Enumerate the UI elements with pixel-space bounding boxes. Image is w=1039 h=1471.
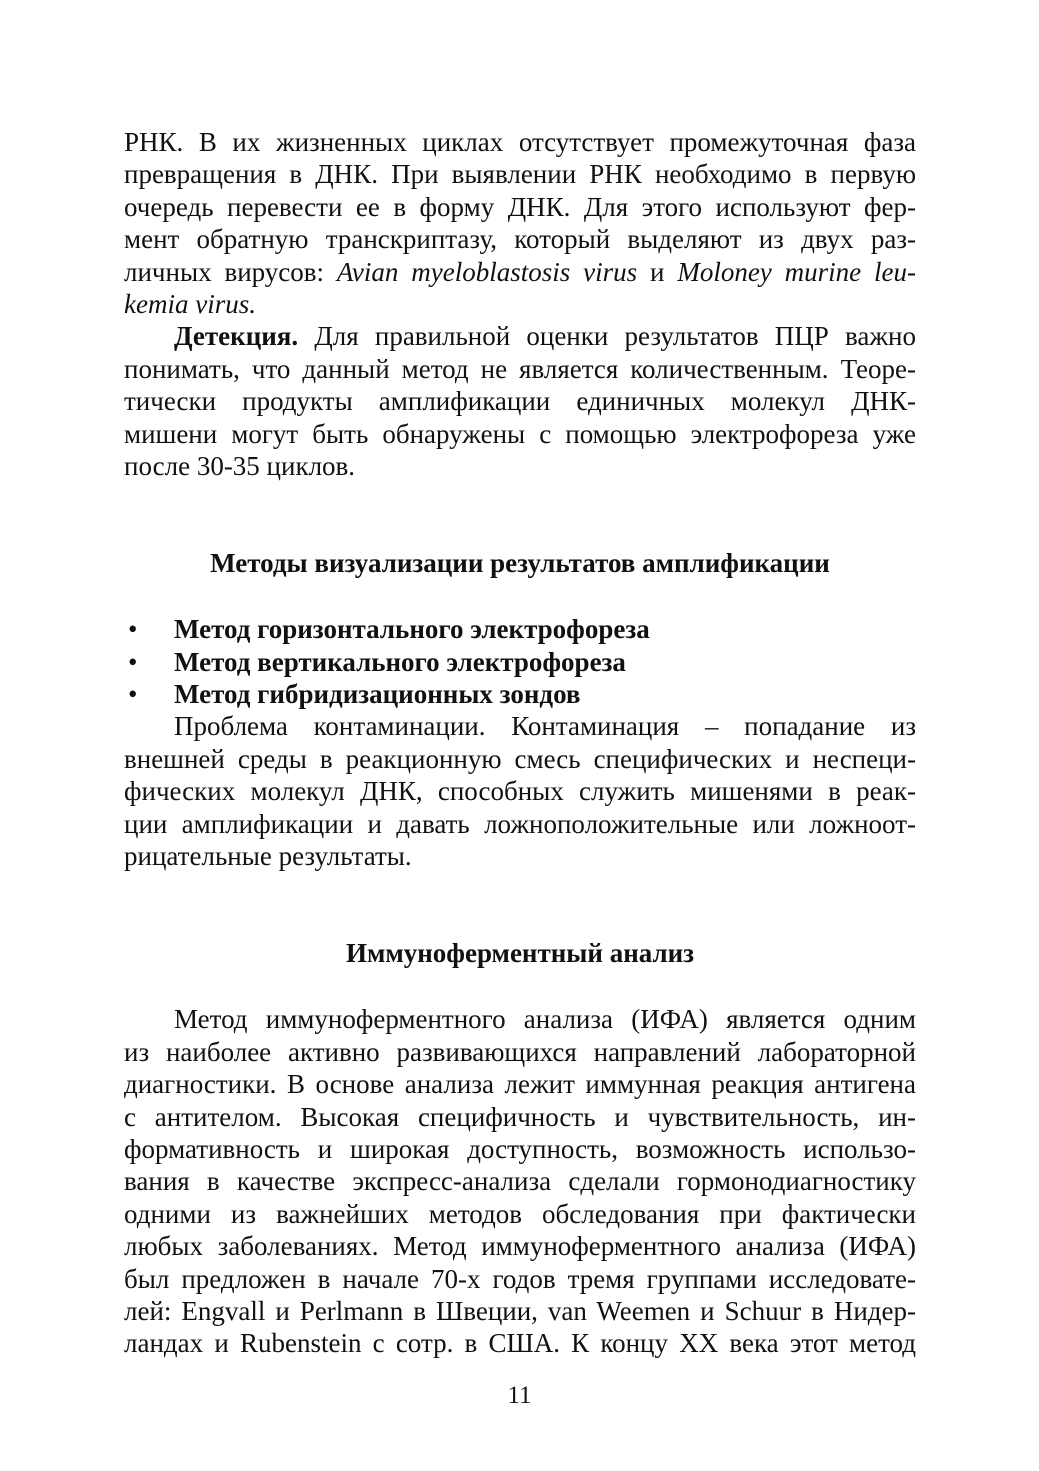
text-line: из наиболее активно развивающихся направлений лабораторной	[124, 1036, 916, 1067]
virus-name-italic: Moloney murine leu-	[677, 256, 916, 287]
text-line: Проблема контаминации. Контаминация – попадание из	[174, 711, 916, 742]
bullet-list	[124, 613, 916, 710]
bullet-icon: •	[128, 679, 138, 710]
bullet-icon: •	[128, 614, 138, 645]
text-line: мишени могут быть обнаружены с помощью электрофореза уже	[124, 418, 916, 449]
paragraph-rna	[124, 126, 916, 320]
text-span: личных вирусов:	[124, 256, 337, 287]
list-item	[124, 646, 916, 678]
text-line	[124, 256, 916, 288]
text-line: после 30-35 циклов.	[124, 450, 356, 481]
bold-lead-term: Детекция.	[174, 321, 299, 352]
text-line: рицательные результаты.	[124, 841, 412, 872]
text-line: любых заболеваниях. Метод иммуноферментного анализа (ИФА)	[124, 1231, 916, 1262]
section-heading-elisa: Иммуноферментный анализ	[345, 938, 695, 969]
text-line: очередь перевести ее в форму ДНК. Для этого используют фер-	[124, 191, 916, 222]
text-line: понимать, что данный метод не является количественным. Теоре-	[124, 353, 916, 384]
text-line: превращения в ДНК. При выявлении РНК необходимо в первую	[124, 159, 916, 190]
text-line: фических молекул ДНК, способных служить мишенями в реак-	[124, 776, 916, 807]
text-line	[124, 320, 916, 352]
text-span: и	[637, 256, 678, 287]
text-line: диагностики. В основе анализа лежит иммунная реакция антигена	[124, 1069, 916, 1100]
paragraph-detection	[124, 320, 916, 482]
text-line: Метод иммуноферментного анализа (ИФА) является одним	[174, 1004, 916, 1035]
bullet-icon: •	[128, 646, 138, 677]
list-item-label: Метод горизонтального электрофореза	[174, 614, 650, 645]
list-item-label: Метод вертикального электрофореза	[174, 646, 626, 677]
text-line: лей: Engvall и Perlmann в Швеции, van Weemen и Schuur в Нидер-	[124, 1295, 916, 1326]
text-line: kemia virus.	[124, 288, 256, 319]
text-line: одними из важнейших методов обследования при фактически	[124, 1198, 916, 1229]
text-line: мент обратную транскриптазу, который выделяют из двух раз-	[124, 224, 916, 255]
text-line: был предложен в начале 70-х годов тремя группами исследовате-	[124, 1263, 916, 1294]
text-line: ции амплификации и давать ложноположительные или ложноот-	[124, 808, 916, 839]
text-line: внешней среды в реакционную смесь специфических и неспеци-	[124, 743, 916, 774]
text-span: Для правильной оценки результатов ПЦР важно	[298, 321, 916, 352]
virus-name-italic: Avian myeloblastosis virus	[336, 256, 638, 287]
page-body	[124, 126, 916, 1360]
text-line: РНК. В их жизненных циклах отсутствует промежуточная фаза	[124, 127, 916, 157]
text-line: вания в качестве экспресс-анализа сделали гормонодиагностику	[124, 1166, 916, 1197]
list-item-label: Метод гибридизационных зондов	[174, 679, 581, 710]
text-line: с антителом. Высокая специфичность и чувствительность, ин-	[124, 1101, 916, 1132]
text-line: ландах и Rubenstein с сотр. в США. К концу XX века этот метод	[124, 1328, 916, 1359]
text-line: тически продукты амплификации единичных молекул ДНК-	[124, 386, 916, 417]
section-heading-visualization: Методы визуализации результатов амплификации	[210, 548, 830, 579]
paragraph-contamination	[124, 710, 916, 872]
text-line: формативность и широкая доступность, возможность использо-	[124, 1133, 916, 1164]
paragraph-elisa	[124, 1003, 916, 1359]
list-item	[124, 613, 916, 645]
page-number: 11	[507, 1382, 532, 1409]
list-item	[124, 678, 916, 710]
